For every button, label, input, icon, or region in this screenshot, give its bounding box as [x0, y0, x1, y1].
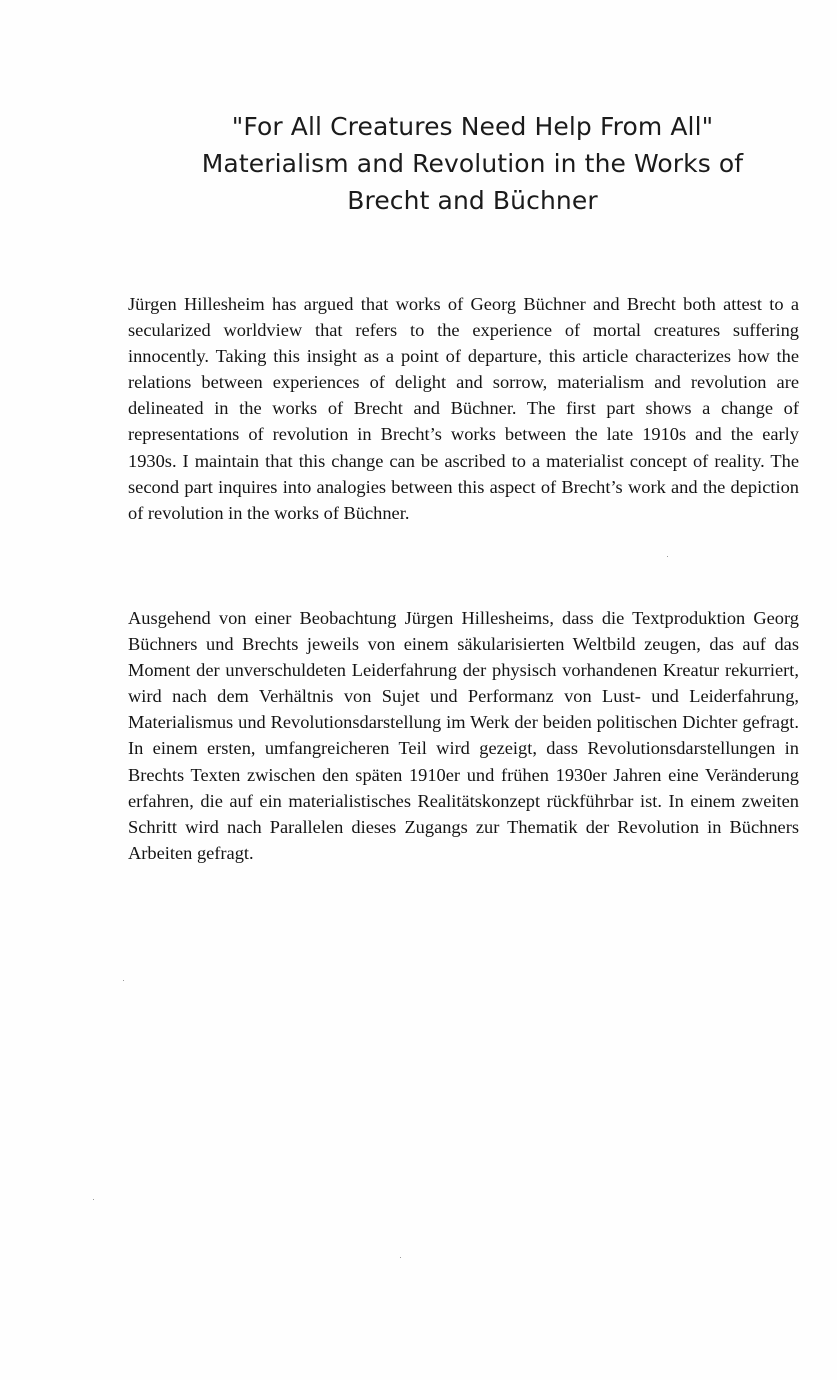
title-line-2: Materialism and Revolution in the Works of — [201, 149, 744, 178]
title-line-3: Brecht and Büchner — [347, 186, 598, 215]
scan-speck — [123, 980, 124, 981]
title-line-1: "For All Creatures Need Help From All" — [231, 112, 714, 141]
scan-speck — [400, 1257, 401, 1258]
article-title — [110, 108, 835, 219]
abstract-german: Ausgehend von einer Beobachtung Jürgen Hillesheims, dass die Textproduktion Georg Büchners und Brechts jeweils von einem säkularisierten Weltbild zeugen, das auf das Moment der unverschuldeten Leiderfahrung der physisch vorhandenen Kreatur rekurriert, wird nach dem Verhältnis von Sujet und Performanz von Lust- und Leiderfahrung, Materialismus und Revolutionsdarstellung im Werk der beiden politischen Dichter gefragt. In einem ersten, umfangreicheren Teil wird gezeigt, dass Revolutionsdarstellungen in Brechts Texten zwischen den späten 1910er und frühen 1930er Jahren eine Veränderung erfahren, die auf ein materialistisches Realitätskonzept rückführbar ist. In einem zweiten Schritt wird nach Parallelen dieses Zugangs zur Thematik der Revolution in Büchners Arbeiten gefragt. — [128, 608, 799, 863]
scan-speck — [93, 1199, 94, 1200]
abstract-english: Jürgen Hillesheim has argued that works of Georg Büchner and Brecht both attest to a secularized worldview that refers to the experience of mortal creatures suffering innocently. Taking this insight as a point of departure, this article characterizes how the relations between experiences of delight and sorrow, materialism and revolution are delineated in the works of Brecht and Büchner. The first part shows a change of representations of revolution in Brecht’s works between the late 1910s and the early 1930s. I maintain that this change can be ascribed to a materialist concept of reality. The second part inquires into analogies between this aspect of Brecht’s work and the depiction of revolution in the works of Büchner. — [128, 294, 799, 523]
scan-speck — [667, 556, 668, 557]
